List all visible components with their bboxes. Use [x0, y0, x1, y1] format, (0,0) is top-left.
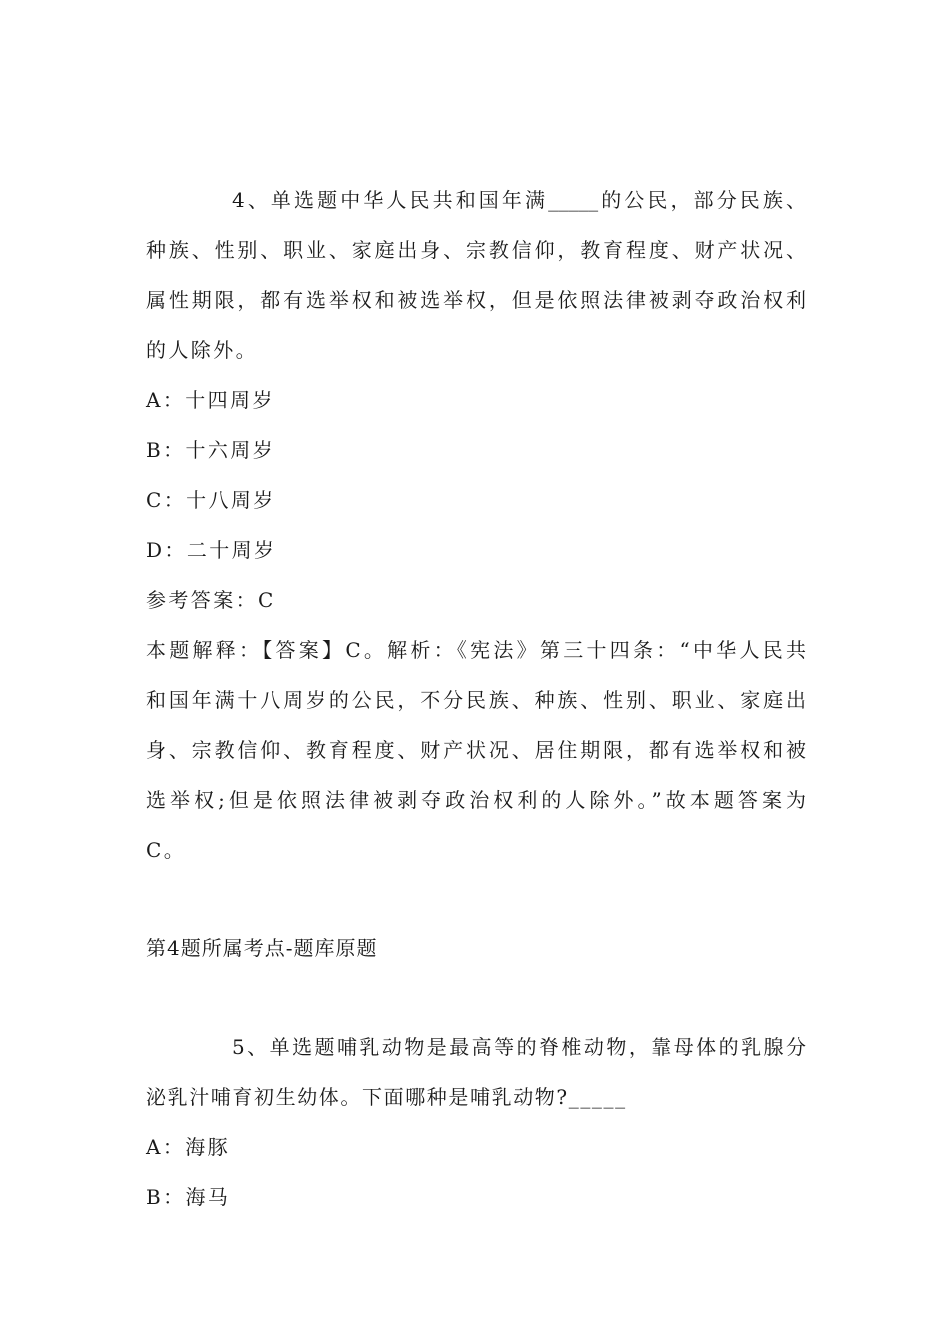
q4-stem-line-1: 4、单选题中华人民共和国年满_____的公民，部分民族、	[232, 188, 806, 212]
q4-explanation-line-3: 身、宗教信仰、教育程度、财产状况、居住期限，都有选举权和被	[146, 738, 806, 762]
q4-stem-line-3: 属性期限，都有选举权和被选举权，但是依照法律被剥夺政治权利	[146, 288, 806, 312]
q4-option-c: C：十八周岁	[146, 488, 276, 512]
q5-option-a: A：海豚	[146, 1135, 231, 1159]
q4-explanation-line-5: C。	[146, 838, 187, 862]
q4-option-a: A：十四周岁	[146, 388, 275, 412]
q4-explanation-line-4: 选举权;但是依照法律被剥夺政治权利的人除外。”故本题答案为	[146, 788, 806, 812]
q5-stem-line-1: 5、单选题哺乳动物是最高等的脊椎动物，靠母体的乳腺分	[232, 1035, 806, 1059]
q4-topic: 第4题所属考点-题库原题	[146, 936, 378, 960]
q5-stem-line-2: 泌乳汁哺育初生幼体。下面哪种是哺乳动物?_____	[146, 1085, 627, 1109]
q4-explanation-line-2: 和国年满十八周岁的公民，不分民族、种族、性别、职业、家庭出	[146, 688, 806, 712]
q4-option-b: B：十六周岁	[146, 438, 276, 462]
q5-option-b: B：海马	[146, 1185, 231, 1209]
q4-stem-line-2: 种族、性别、职业、家庭出身、宗教信仰，教育程度、财产状况、	[146, 238, 806, 262]
q4-option-d: D：二十周岁	[146, 538, 277, 562]
q4-explanation-line-1: 本题解释：【答案】C。解析：《宪法》第三十四条：“中华人民共	[146, 638, 806, 662]
q4-stem-line-4: 的人除外。	[146, 338, 258, 362]
q4-answer: 参考答案：C	[146, 588, 276, 612]
